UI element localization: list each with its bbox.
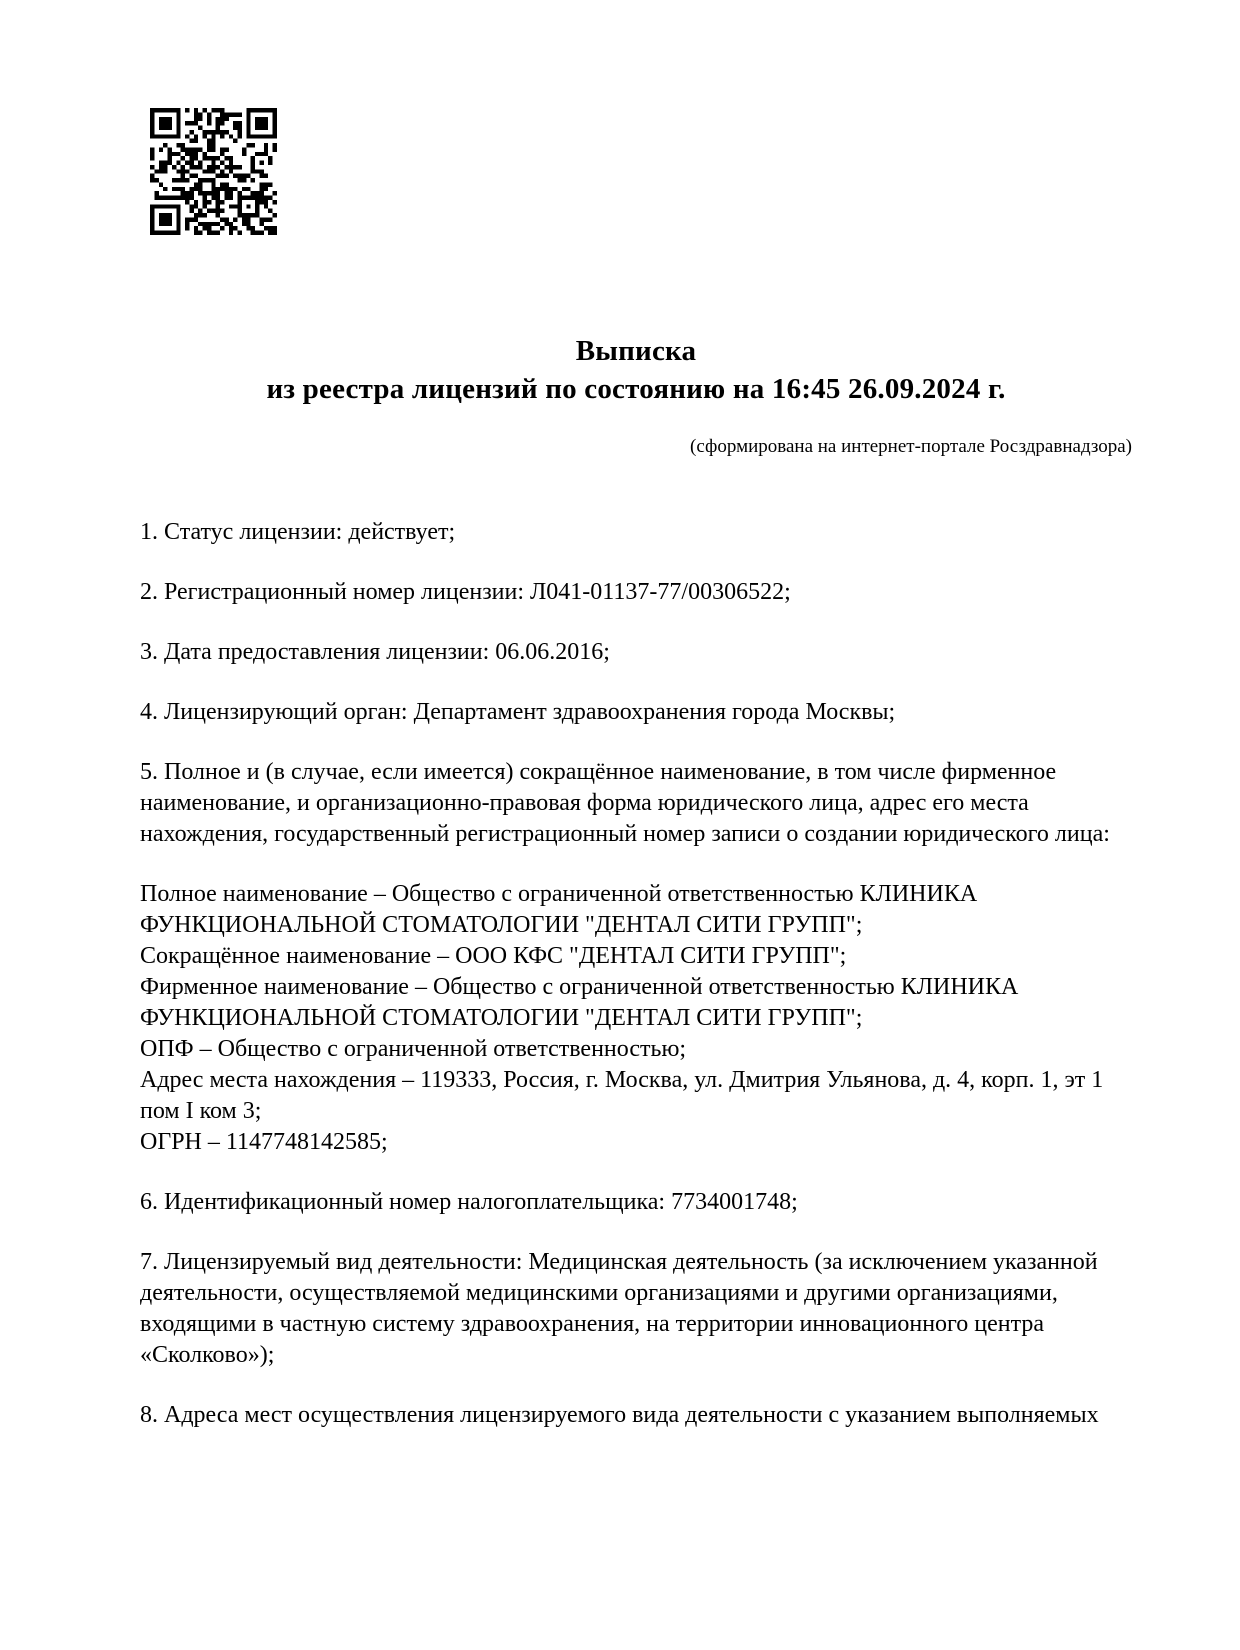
licensing-authority-item: 4. Лицензирующий орган: Департамент здравоохранения города Москвы; <box>140 699 896 725</box>
names-intro-item: 5. Полное и (в случае, если имеется) сокращённое наименование, в том числе фирменное наименование, и организационно-правовая форма юридического лица, адрес его места нахождения, государственный регистрационный номер записи о создании юридического лица: <box>140 759 1110 847</box>
document-body <box>140 517 1132 1431</box>
formed-note: (сформирована на интернет-портале Росздравнадзора) <box>690 436 1132 457</box>
full-name-line: Полное наименование – Общество с ограниченной ответственностью КЛИНИКА ФУНКЦИОНАЛЬНОЙ СТОМАТОЛОГИИ "ДЕНТАЛ СИТИ ГРУПП"; <box>140 881 978 938</box>
title-line-1: Выписка <box>575 335 697 367</box>
license-status-item: 1. Статус лицензии: действует; <box>140 519 456 545</box>
registration-number-item: 2. Регистрационный номер лицензии: Л041-01137-77/00306522; <box>140 579 791 605</box>
activity-item: 7. Лицензируемый вид деятельности: Медицинская деятельность (за исключением указанной деятельности, осуществляемой медицинскими организациями и другими организациями, входящими в частную систему здравоохранения, на территории инновационного центра «Сколково»); <box>140 1249 1098 1368</box>
inn-item: 6. Идентификационный номер налогоплательщика: 7734001748; <box>140 1189 798 1215</box>
document-title <box>140 332 1132 408</box>
org-names-block <box>140 879 1132 1158</box>
brand-name-line: Фирменное наименование – Общество с ограниченной ответственностью КЛИНИКА ФУНКЦИОНАЛЬНОЙ СТОМАТОЛОГИИ "ДЕНТАЛ СИТИ ГРУПП"; <box>140 974 1019 1031</box>
addresses-intro-item: 8. Адреса мест осуществления лицензируемого вида деятельности с указанием выполняемых <box>140 1402 1099 1428</box>
grant-date-item: 3. Дата предоставления лицензии: 06.06.2016; <box>140 639 610 665</box>
document-content <box>140 0 1132 1431</box>
short-name-line: Сокращённое наименование – ООО КФС "ДЕНТАЛ СИТИ ГРУПП"; <box>140 943 847 969</box>
opf-line: ОПФ – Общество с ограниченной ответственностью; <box>140 1036 687 1062</box>
ogrn-line: ОГРН – 1147748142585; <box>140 1129 388 1155</box>
address-line: Адрес места нахождения – 119333, Россия, г. Москва, ул. Дмитрия Ульянова, д. 4, корп. 1, эт 1 пом I ком 3; <box>140 1067 1104 1124</box>
title-line-2: из реестра лицензий по состоянию на 16:45 26.09.2024 г. <box>266 373 1006 405</box>
